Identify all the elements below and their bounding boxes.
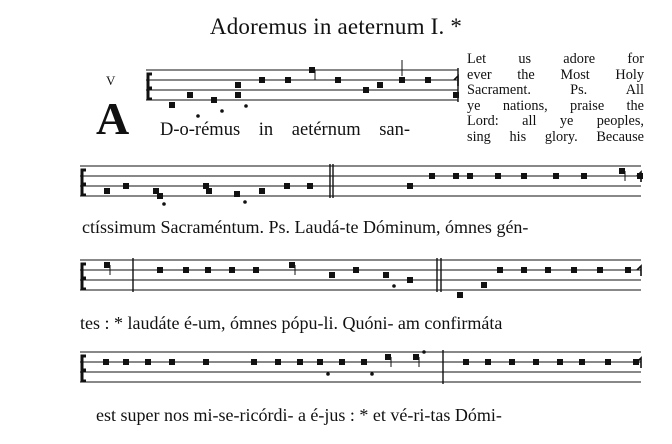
neume-note — [187, 92, 193, 98]
neume-note — [625, 267, 631, 273]
neume-note — [377, 82, 383, 88]
neume-note — [557, 359, 563, 365]
neume-note — [203, 359, 209, 365]
neume-note — [103, 359, 109, 365]
neume-note — [553, 173, 559, 179]
neume-note — [317, 359, 323, 365]
clef-symbol — [82, 356, 86, 381]
neume-note — [339, 359, 345, 365]
neume-note — [453, 173, 459, 179]
punctum-mora — [162, 202, 166, 206]
neume-note — [353, 267, 359, 273]
neume-note — [169, 359, 175, 365]
neume-note — [619, 168, 625, 174]
neume-note — [307, 183, 313, 189]
neume-note — [285, 77, 291, 83]
clef-symbol — [82, 264, 86, 289]
neume-note — [497, 267, 503, 273]
neume-note — [521, 173, 527, 179]
punctum-mora — [392, 284, 396, 288]
neume-note — [509, 359, 515, 365]
neume-note — [206, 188, 212, 194]
lyric-line-1: D-o-rémus in aetérnum san- — [160, 120, 411, 140]
neume-note — [229, 267, 235, 273]
neume-note — [463, 359, 469, 365]
punctum-mora — [243, 200, 247, 204]
neume-note — [383, 272, 389, 278]
neume-note — [123, 183, 129, 189]
neume-note — [363, 87, 369, 93]
lyric-line-2: ctíssimum Sacraméntum. Ps. Laudá-te Dóminum, ómnes gén- — [82, 217, 529, 237]
neume-note — [457, 292, 463, 298]
translation-line: Lord: all ye peoples, — [467, 113, 644, 130]
neume-note — [329, 272, 335, 278]
punctum-mora — [326, 372, 330, 376]
neume-note — [429, 173, 435, 179]
neume-note — [234, 191, 240, 197]
neume-note — [157, 193, 163, 199]
neume-note — [259, 188, 265, 194]
neume-note — [545, 267, 551, 273]
initial-letter: A — [96, 93, 130, 144]
neume-note — [453, 92, 459, 98]
lyric-line-4: est super nos mi-se-ricórdi- a é-jus : * et vé-ri-tas Dómi- — [96, 405, 502, 425]
neume-note — [205, 267, 211, 273]
neume-note — [104, 262, 110, 268]
clef-symbol — [82, 170, 86, 195]
neume-note — [335, 77, 341, 83]
neume-note — [579, 359, 585, 365]
punctum-mora — [422, 350, 426, 354]
neume-note — [407, 277, 413, 283]
neume-note — [145, 359, 151, 365]
neume-note — [399, 77, 405, 83]
chant-title: Adoremus in aeternum I. * — [209, 14, 463, 39]
neume-note — [253, 267, 259, 273]
neume-note — [211, 97, 217, 103]
translation-line: sing his glory. Because — [467, 128, 644, 145]
punctum-mora — [220, 109, 224, 113]
punctum-mora — [244, 104, 248, 108]
neume-note — [481, 282, 487, 288]
neume-note — [385, 354, 391, 360]
neume-note — [123, 359, 129, 365]
neume-note — [485, 359, 491, 365]
translation-line: Sacrament. Ps. All — [467, 82, 644, 99]
neume-note — [235, 82, 241, 88]
neume-note — [284, 183, 290, 189]
neume-note — [407, 183, 413, 189]
custos-mark — [637, 266, 641, 276]
neume-note — [521, 267, 527, 273]
neume-note — [297, 359, 303, 365]
translation-line: ye nations, praise the — [467, 97, 644, 114]
neume-note — [309, 67, 315, 73]
neume-note — [183, 267, 189, 273]
neume-note — [495, 173, 501, 179]
translation-line: Let us adore for — [467, 51, 644, 67]
neume-note — [467, 173, 473, 179]
translation-line: ever the Most Holy — [467, 66, 644, 83]
neume-note — [259, 77, 265, 83]
lyric-line-3: tes : * laudáte é-um, ómnes pópu-li. Quóni- am confirmáta — [80, 313, 503, 333]
neume-note — [104, 188, 110, 194]
neume-note — [605, 359, 611, 365]
neume-note — [169, 102, 175, 108]
neume-note — [581, 173, 587, 179]
neume-note — [361, 359, 367, 365]
punctum-mora — [196, 114, 200, 118]
punctum-mora — [370, 372, 374, 376]
mode-marker: V — [106, 73, 116, 88]
neume-note — [533, 359, 539, 365]
neume-note — [157, 267, 163, 273]
neume-note — [251, 359, 257, 365]
neume-note — [289, 262, 295, 268]
neume-note — [597, 267, 603, 273]
neume-note — [425, 77, 431, 83]
neume-note — [275, 359, 281, 365]
neume-note — [235, 92, 241, 98]
clef-symbol — [148, 74, 152, 99]
custos-mark — [454, 76, 458, 86]
neume-note — [413, 354, 419, 360]
neume-note — [571, 267, 577, 273]
